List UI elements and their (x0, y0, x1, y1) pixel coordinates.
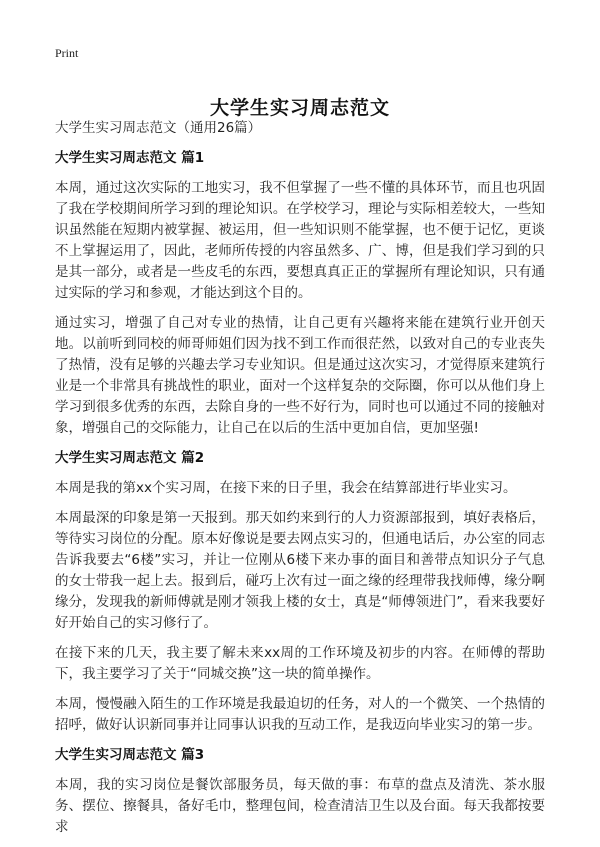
document-subtitle: 大学生实习周志范文（通用26篇） (55, 120, 262, 136)
section-3 (55, 745, 545, 838)
section-1 (55, 148, 545, 439)
document-body (55, 118, 545, 847)
page-title: 大学生实习周志范文 (209, 96, 390, 119)
paragraph: 通过实习，增强了自己对专业的热情，让自己更有兴趣将来能在建筑行业开创天地。以前听到同校的师哥师姐们因为找不到工作而很茫然，以致对自己的专业丧失了热情，没有足够的兴趣去学习专业知识。但是通过这次实习，才觉得原来建筑行业是一个非常具有挑战性的职业，面对一个这样复杂的交际圈，你可以从他们身上学习到很多优秀的东西，去除自身的一些不好行为，同时也可以通过不同的接触对象，增强自己的交际能力，让自己在以后的生活中更加自信，更加坚强! (55, 315, 545, 436)
paragraph: 本周，我的实习岗位是餐饮部服务员，每天做的事：布草的盘点及清洗、茶水服务、摆位、擦餐具，备好毛巾，整理包间，检查清洁卫生以及台面。每天我都按要求 (55, 777, 545, 835)
section-heading: 大学生实习周志范文 篇3 (55, 747, 205, 763)
paragraph: 本周是我的第xx个实习周，在接下来的日子里，我会在结算部进行毕业实习。 (55, 480, 517, 496)
section-heading: 大学生实习周志范文 篇1 (55, 150, 205, 166)
section-heading: 大学生实习周志范文 篇2 (55, 450, 205, 466)
paragraph: 本周，慢慢融入陌生的工作环境是我最迫切的任务，对人的一个微笑、一个热情的招呼，做好认识新同事并让同事认识我的互动工作，是我迈向毕业实习的第一步。 (55, 696, 545, 733)
paragraph: 本周，通过这次实际的工地实习，我不但掌握了一些不懂的具体环节，而且也巩固了我在学校期间所学习到的理论知识。在学校学习，理论与实际相差较大，一些知识虽然能在短期内被掌握、被运用，但一些知识则不能掌握，也不便于记忆，更谈不上掌握运用了，因此，老师所传授的内容虽然多、广、博，但是我们学习到的只是其一部分，或者是一些皮毛的东西，要想真真正正的掌握所有理论知识，只有通过实际的学习和参观，才能达到这个目的。 (55, 180, 545, 301)
print-link[interactable]: Print (55, 46, 79, 60)
paragraph: 在接下来的几天，我主要了解未来xx周的工作环境及初步的内容。在师傅的帮助下，我主要学习了关于“同城交换”这一块的简单操作。 (55, 645, 545, 682)
section-2 (55, 448, 545, 736)
paragraph: 本周最深的印象是第一天报到。那天如约来到行的人力资源部报到，填好表格后，等待实习岗位的分配。原本好像说是要去网点实习的，但通电话后，办公室的同志告诉我要去“6楼”实习，并让一位刚从6楼下来办事的面目和善带点知识分子气息的女士带我一起上去。报到后，碰巧上次有过一面之缘的经理带我找师傅，缘分啊缘分，发现我的新师傅就是刚才领我上楼的女士，真是“师傅领进门”，看来我要好好开始自己的实习修行了。 (55, 510, 545, 631)
